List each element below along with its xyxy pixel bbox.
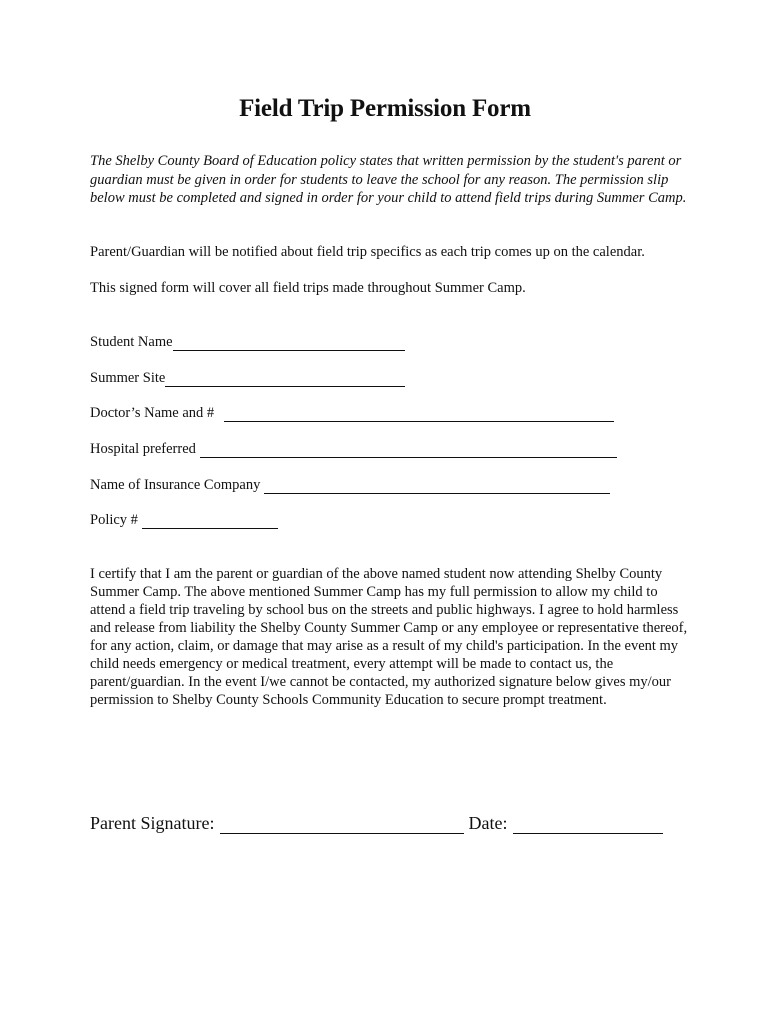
certification-text: I certify that I am the parent or guardian of the above named student now attending Shelby County Summer Camp. The above mentioned Summer Camp has my full permission to allow my child to attend a field trip traveling by school bus on the streets and public highways. I agree to hold harmless and release from liability the Shelby County Summer Camp or any employee or representative thereof, for any action, claim, or damage that may arise as a result of my child's participation. In the event my child needs emergency or medical treatment, every attempt will be made to contact us, the parent/guardian. In the event I/we cannot be contacted, my authorized signature below gives my/our permission to Shelby County Schools Community Education to secure prompt treatment. <box>90 566 688 708</box>
doctor-label: Doctor’s Name and # <box>90 405 215 421</box>
parent-signature-input[interactable] <box>220 816 464 834</box>
date-input[interactable] <box>513 816 663 834</box>
policy-field <box>90 511 278 529</box>
notification-notice: Parent/Guardian will be notified about field trip specifics as each trip comes up on the calendar. <box>90 244 645 260</box>
summer-site-input[interactable] <box>165 372 405 387</box>
hospital-label: Hospital preferred <box>90 441 196 457</box>
hospital-input[interactable] <box>200 443 617 458</box>
date-label: Date: <box>468 813 508 833</box>
summer-site-field <box>90 369 405 387</box>
summer-site-label: Summer Site <box>90 370 166 386</box>
insurance-label: Name of Insurance Company <box>90 477 261 493</box>
doctor-input[interactable] <box>224 407 614 422</box>
doctor-field <box>90 404 614 422</box>
student-name-field <box>90 333 405 351</box>
insurance-field <box>90 476 610 494</box>
insurance-input[interactable] <box>264 479 610 494</box>
policy-input[interactable] <box>142 514 278 529</box>
student-name-input[interactable] <box>173 336 405 351</box>
signature-row <box>90 813 663 834</box>
hospital-field <box>90 440 617 458</box>
policy-intro: The Shelby County Board of Education policy states that written permission by the student's parent or guardian must be given in order for students to leave the school for any reason. The permission slip below must be completed and signed in order for your child to attend field trips during Summer Camp. <box>90 153 687 206</box>
student-name-label: Student Name <box>90 334 173 350</box>
parent-signature-label: Parent Signature: <box>90 813 215 833</box>
form-title: Field Trip Permission Form <box>239 95 531 122</box>
coverage-notice: This signed form will cover all field trips made throughout Summer Camp. <box>90 280 526 296</box>
policy-label: Policy # <box>90 512 138 528</box>
